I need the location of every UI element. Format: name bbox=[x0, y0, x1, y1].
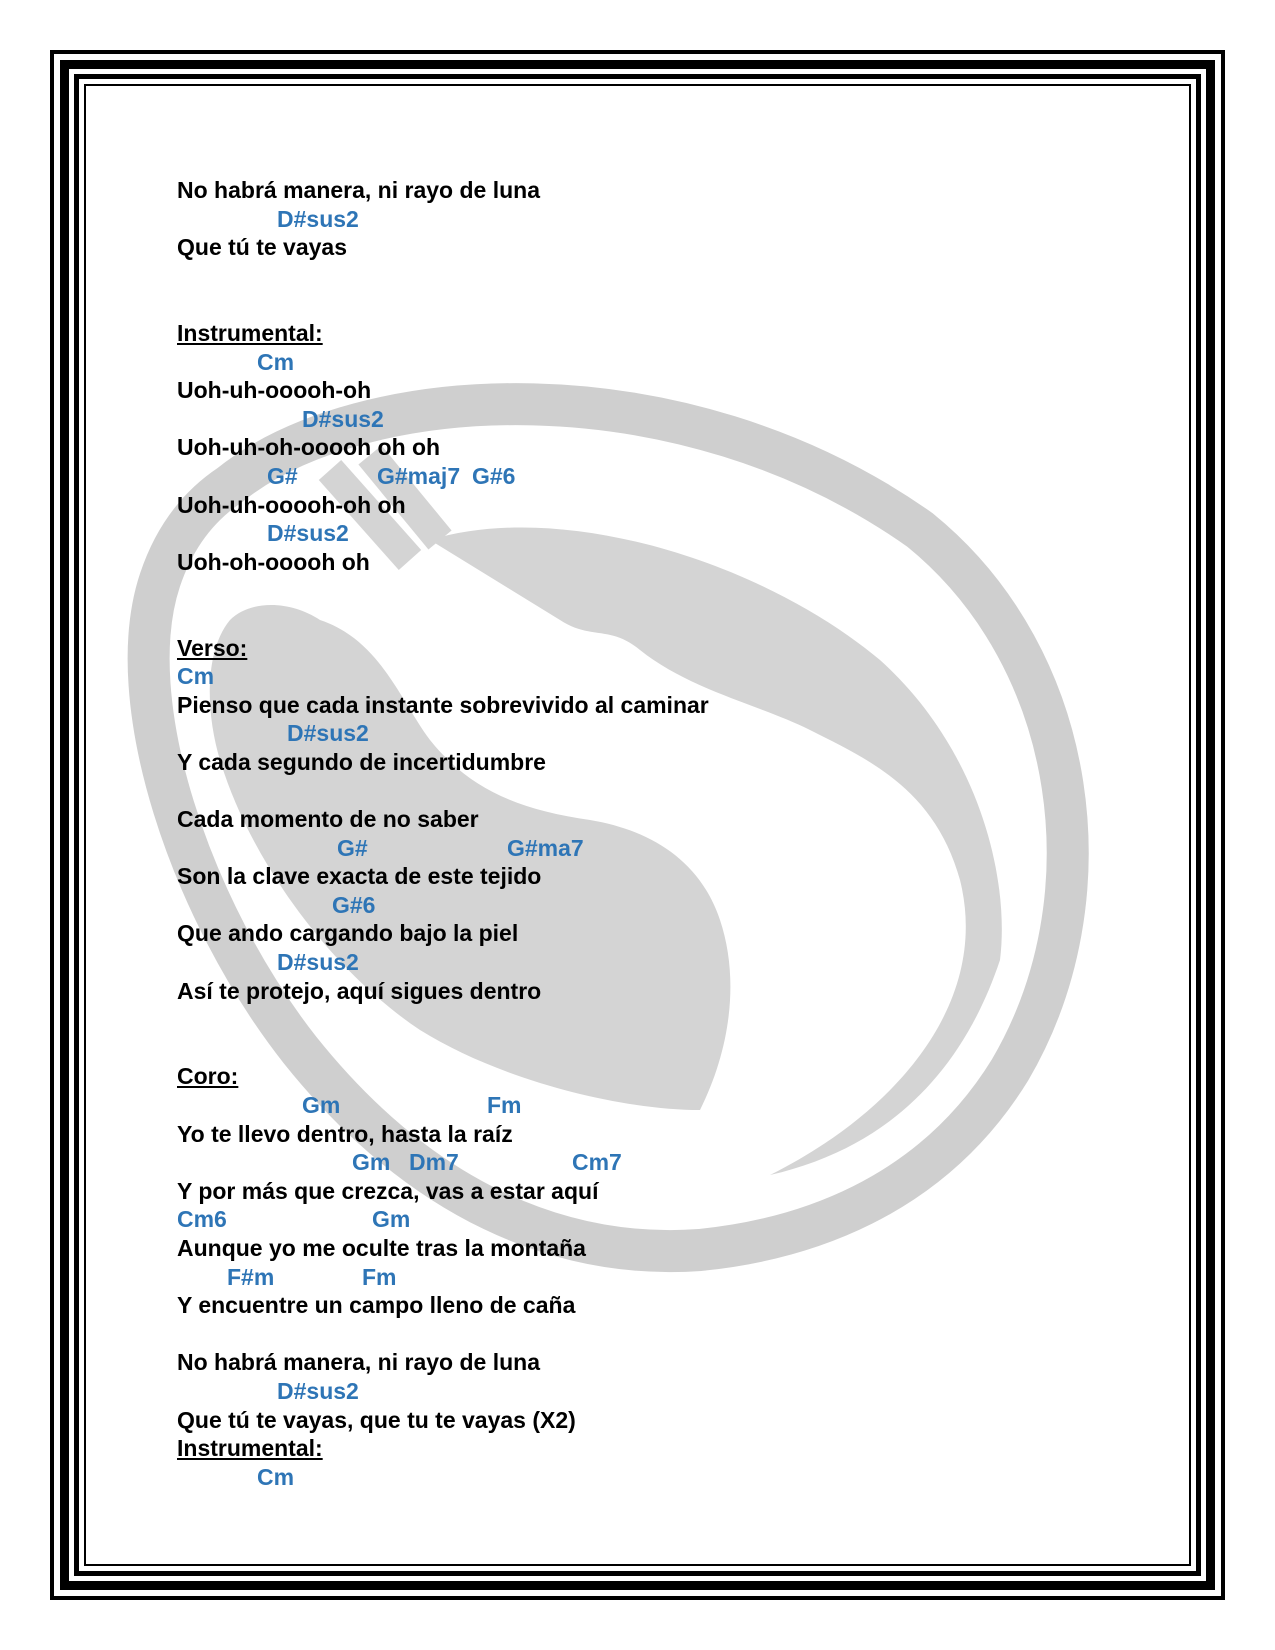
lyric-row bbox=[177, 805, 1127, 834]
lyric-line: Así te protejo, aquí sigues dentro bbox=[177, 977, 542, 1004]
chord-label: D#sus2 bbox=[287, 720, 369, 747]
lyric-line: Uoh-uh-oh-ooooh oh oh bbox=[177, 434, 441, 461]
lyric-line: Son la clave exacta de este tejido bbox=[177, 863, 542, 890]
section-heading: Coro: bbox=[177, 1063, 239, 1090]
chord-row bbox=[177, 1263, 1127, 1292]
lyric-line: Cada momento de no saber bbox=[177, 806, 479, 833]
lyric-row bbox=[177, 491, 1127, 520]
lyric-line: Uoh-uh-ooooh-oh oh bbox=[177, 491, 406, 518]
lyric-row bbox=[177, 233, 1127, 262]
chord-label: Cm6 bbox=[177, 1206, 227, 1233]
chord-label: G# bbox=[267, 462, 298, 489]
lyric-line: Que ando cargando bajo la piel bbox=[177, 920, 519, 947]
chord-label: Gm bbox=[302, 1092, 341, 1118]
chord-row bbox=[177, 348, 1127, 377]
lyric-row bbox=[177, 1234, 1127, 1263]
chord-row bbox=[177, 205, 1127, 234]
section-heading-row bbox=[177, 1434, 1127, 1463]
lyric-line: No habrá manera, ni rayo de luna bbox=[177, 1349, 540, 1376]
chord-label: G#ma7 bbox=[507, 834, 584, 861]
chord-label: F#m bbox=[227, 1263, 275, 1290]
section-heading-row bbox=[177, 319, 1127, 348]
lyric-row bbox=[177, 691, 1127, 720]
chord-row bbox=[177, 519, 1127, 548]
section-heading: Instrumental: bbox=[177, 1435, 323, 1462]
chord-label: D#sus2 bbox=[277, 1377, 359, 1404]
lyric-line: Yo te llevo dentro, hasta la raíz bbox=[177, 1120, 513, 1147]
chord-label: Dm7 bbox=[409, 1149, 459, 1176]
chord-label: D#sus2 bbox=[267, 520, 349, 547]
lyric-line: Que tú te vayas, que tu te vayas (X2) bbox=[177, 1406, 576, 1433]
lyric-row bbox=[177, 1177, 1127, 1206]
chord-label: G#6 bbox=[332, 891, 376, 918]
chord-label: Fm bbox=[487, 1092, 522, 1118]
chord-label: Fm bbox=[362, 1263, 397, 1290]
section-heading: Verso: bbox=[177, 634, 248, 661]
chord-row bbox=[177, 1205, 1127, 1234]
lyric-line: Uoh-uh-ooooh-oh bbox=[177, 377, 372, 404]
blank-row bbox=[177, 1320, 1127, 1349]
chord-label: Gm bbox=[372, 1206, 411, 1233]
lyric-line: Y por más que crezca, vas a estar aquí bbox=[177, 1177, 599, 1204]
chord-label: Gm bbox=[352, 1149, 391, 1176]
chord-row bbox=[177, 1148, 1127, 1177]
section-heading-row bbox=[177, 1062, 1127, 1091]
chord-label: G# bbox=[337, 834, 368, 861]
chord-label: D#sus2 bbox=[277, 205, 359, 232]
lyric-line: Uoh-oh-ooooh oh bbox=[177, 548, 370, 575]
chord-row bbox=[177, 405, 1127, 434]
lyric-row bbox=[177, 548, 1127, 577]
chord-row bbox=[177, 1377, 1127, 1406]
chord-label: Cm bbox=[257, 1463, 295, 1490]
lyric-row bbox=[177, 376, 1127, 405]
lyric-row bbox=[177, 176, 1127, 205]
chord-label: D#sus2 bbox=[302, 405, 384, 432]
blank-row bbox=[177, 290, 1127, 319]
lyric-row bbox=[177, 862, 1127, 891]
chord-label: Cm bbox=[257, 348, 295, 375]
lyric-row bbox=[177, 1406, 1127, 1435]
lyric-line: Aunque yo me oculte tras la montaña bbox=[177, 1234, 586, 1261]
chord-row bbox=[177, 1463, 1127, 1492]
blank-row bbox=[177, 776, 1127, 805]
chord-row bbox=[177, 891, 1127, 920]
lyric-row bbox=[177, 977, 1127, 1006]
lyric-row bbox=[177, 433, 1127, 462]
lyric-row bbox=[177, 748, 1127, 777]
lyric-line: Pienso que cada instante sobrevivido al caminar bbox=[177, 691, 709, 718]
song-sheet bbox=[177, 176, 1127, 1491]
section-heading: Instrumental: bbox=[177, 319, 323, 346]
chord-label: Cm7 bbox=[572, 1149, 622, 1176]
blank-row bbox=[177, 1034, 1127, 1063]
chord-label: Cm bbox=[177, 663, 215, 690]
section-heading-row bbox=[177, 634, 1127, 663]
chord-row bbox=[177, 462, 1127, 491]
chord-row bbox=[177, 834, 1127, 863]
lyric-row bbox=[177, 919, 1127, 948]
blank-row bbox=[177, 1005, 1127, 1034]
lyric-row bbox=[177, 1120, 1127, 1149]
blank-row bbox=[177, 262, 1127, 291]
chord-row bbox=[177, 662, 1127, 691]
chord-label: G#maj7 bbox=[377, 462, 461, 489]
blank-row bbox=[177, 576, 1127, 605]
chord-row bbox=[177, 948, 1127, 977]
chord-row bbox=[177, 1091, 1127, 1120]
lyric-line: No habrá manera, ni rayo de luna bbox=[177, 177, 540, 203]
chord-label: D#sus2 bbox=[277, 949, 359, 976]
lyric-row bbox=[177, 1291, 1127, 1320]
chord-label: G#6 bbox=[472, 462, 516, 489]
lyric-line: Y cada segundo de incertidumbre bbox=[177, 748, 546, 775]
blank-row bbox=[177, 605, 1127, 634]
lyric-row bbox=[177, 1348, 1127, 1377]
lyric-line: Que tú te vayas bbox=[177, 234, 348, 261]
lyric-line: Y encuentre un campo lleno de caña bbox=[177, 1292, 576, 1319]
chord-row bbox=[177, 719, 1127, 748]
